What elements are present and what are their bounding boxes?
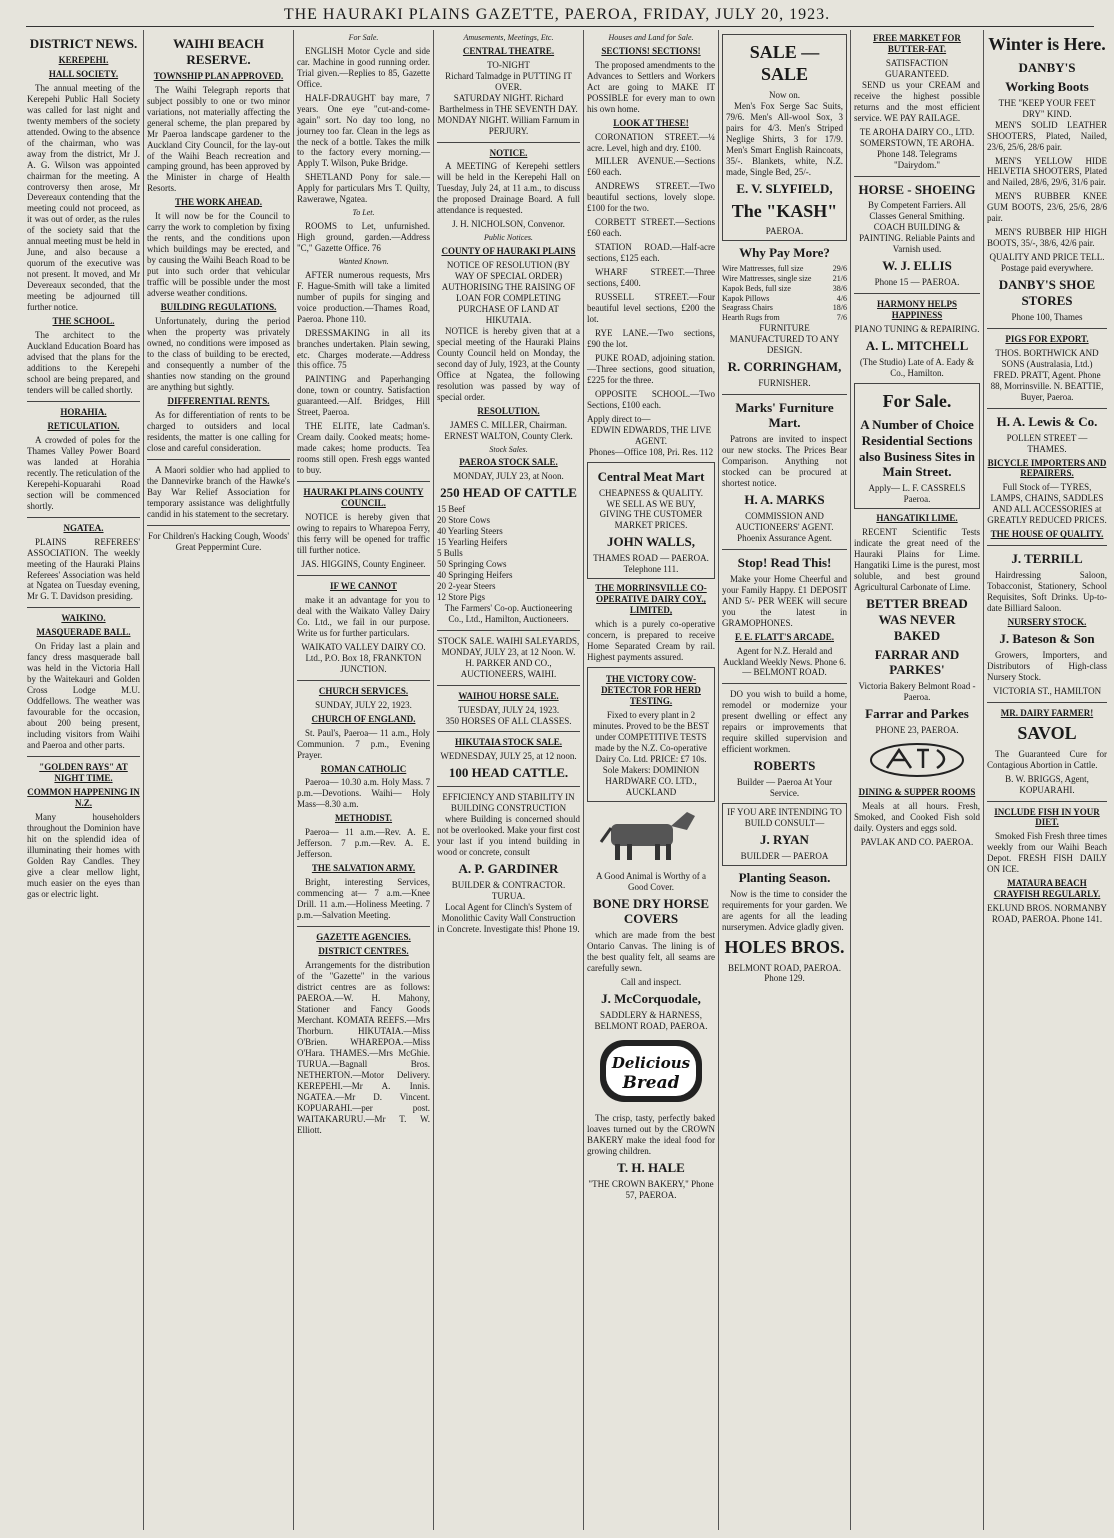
shoe-item: MEN'S RUBBER KNEE GUM BOOTS, 23/6, 25/6, 28/6 pair. (987, 191, 1107, 224)
dining-heading: DINING & SUPPER ROOMS (858, 787, 976, 797)
bread-ad-text: The crisp, tasty, perfectly baked loaves turned out by the CROWN BAKERY make the ideal food for growing children. (587, 1112, 715, 1156)
theatre-heading: CENTRAL THEATRE. (462, 45, 555, 56)
methodist-heading: METHODIST. (334, 813, 393, 824)
bread-illustration (587, 1036, 715, 1109)
fish-text: Smoked Fish Fresh three times weekly from our Waihi Beach Depot. FRESH FISH DAILY ON ICE. (987, 831, 1107, 875)
danby-name: DANBY'S (1018, 59, 1076, 75)
golden-text: Many householders throughout the Dominion have hit on the splendid idea of illuminating their homes with Golden Ray Candles. They give a clear mellow light, much easier on the eyes than gas or electric light. (27, 811, 140, 899)
eklund-name: EKLUND BROS. NORMANBY ROAD, PAEROA. Phone 141. (987, 903, 1107, 925)
notice-text: A MEETING of Kerepehi settlers will be held in the Kerepehi Hall on Tuesday, July 24, at 11 a.m., to discuss the proposed Drainage Board. A full attendance is requested. (437, 161, 580, 216)
masthead: THE HAURAKI PLAINS GAZETTE, PAEROA, FRIDAY, JULY 20, 1923. (283, 6, 831, 23)
planting-heading: Planting Season. (738, 869, 831, 885)
cattle-heading: 250 HEAD OF CATTLE (440, 485, 577, 501)
ad-elite: THE ELITE, late Cadman's. Cream daily. Cooked meats; home-made cakes; home products. Tea rooms still open. Fresh eggs wanted to buy. (297, 421, 430, 476)
council-text: NOTICE is hereby given that owing to repairs to Wharepoa Ferry, this ferry will be opened for traffic till further notice. (297, 512, 430, 555)
divider (437, 685, 580, 686)
divider (987, 408, 1107, 409)
section-item: STATION ROAD.—Half-acre sections, £125 each. (587, 242, 715, 264)
divider (987, 702, 1107, 703)
divider (27, 517, 140, 518)
forsale-heading: For Sale. (348, 33, 379, 42)
free-market-text: SEND us your CREAM and receive the highest possible returns and the most efficient service. WE PAY RAILAGE. (854, 79, 980, 123)
retic-heading: RETICULATION. (47, 420, 120, 431)
cattle-list (437, 504, 580, 603)
ad-dressmaking: DRESSMAKING in all its branches undertaken. Plain sewing, etc. Charges moderate.—Address this office. 75 (297, 327, 430, 371)
column-classifieds (294, 30, 434, 1530)
section-item: CORONATION STREET.—¼ acre. Level, high and dry. £100. (587, 131, 715, 153)
hall-text: The annual meeting of the Kerepehi Public Hall Society was called for last night and twenty members of the society attended. Owing to the absence of the chairman, who was away from the district, Mr J. A. G. Wilson was appointed chairman for the meeting. A controversy then arose, Mr Devereaux contending that the meeting could not proceed, as it was out of order, as the rules of the society said that the annual meeting must be held in June, and also because a quorum of the executive was not present. It moved, and Mr Devereaux seconded, that the meeting be adjourned till further notice. (27, 82, 140, 313)
amuse-heading: Amusements, Meetings, Etc. (463, 33, 554, 42)
divider (437, 630, 580, 631)
horse-heading: WAIHOU HORSE SALE. (458, 690, 559, 701)
lewis-sub: POLLEN STREET — THAMES. (1006, 432, 1088, 454)
tolet-heading: To Let. (352, 208, 375, 218)
aroha-dairy: TE AROHA DAIRY CO., LTD. SOMERSTOWN, TE AROHA. Phone 148. Telegrams "Dairydom." (859, 126, 975, 170)
kash-ad (722, 34, 847, 241)
dairy-farmer: MR. DAIRY FARMER! (1000, 707, 1094, 718)
public-heading: Public Notices. (484, 233, 533, 243)
divider (987, 801, 1107, 802)
horse-icon (591, 806, 711, 864)
price-value: 29/6 (832, 264, 847, 274)
salvation-heading: THE SALVATION ARMY. (311, 863, 416, 874)
gardiner-sub: BUILDER & CONTRACTOR. TURUA. (451, 879, 566, 901)
section-item: RYE LANE.—Two sections, £90 the lot. (587, 328, 715, 349)
horahia-heading: HORAHIA. (60, 406, 107, 417)
rc-text: Paeroa— 10.30 a.m. Holy Mass. 7 p.m.—Devotions. Waihi— Holy Mass—8.30 a.m. (297, 777, 430, 810)
sale-heading: SALE — SALE (749, 42, 820, 84)
divider (987, 328, 1107, 329)
kash-sub: PAEROA. (765, 226, 804, 237)
look-heading: LOOK AT THESE! (613, 117, 689, 128)
winter-heading: Winter is Here. (988, 34, 1106, 54)
divider (147, 525, 290, 526)
waihi-title: WAIHI BEACH RESERVE. (173, 36, 264, 67)
danby-phone: Phone 100, Thames (1011, 311, 1083, 322)
ad-pony: SHETLAND Pony for sale.— Apply for particulars Mrs T. Quilty, Rawerawe, Ngatea. (297, 172, 430, 205)
savol-name: SAVOL (1017, 722, 1077, 743)
work-heading: THE WORK AHEAD. (174, 197, 263, 208)
price-value: 21/6 (832, 274, 847, 284)
england-text: St. Paul's, Paeroa— 11 a.m., Holy Communion. 7 p.m., Evening Prayer. (297, 727, 430, 760)
county-heading: COUNTY OF HAURAKI PLAINS (441, 246, 576, 257)
cattle-item: 40 Springing Heifers (437, 569, 513, 580)
notice-heading: NOTICE. (489, 147, 528, 158)
show-2: SATURDAY NIGHT. Richard Barthelmess in THE SEVENTH DAY. (439, 92, 578, 114)
divider (987, 545, 1107, 546)
flatt-sub: Agent for N.Z. Herald and Auckland Weekly News. Phone 6. — BELMONT ROAD. (722, 645, 847, 678)
terrill-name: J. TERRILL (1011, 551, 1083, 567)
price-item: Wire Mattresses, full size (722, 264, 804, 274)
diff-heading: DIFFERENTIAL RENTS. (167, 395, 270, 406)
waikino-heading: WAIKINO. (61, 613, 106, 624)
price-list (722, 264, 847, 323)
victory-heading: THE VICTORY COW-DETECTOR FOR HERD TESTING. (601, 674, 701, 706)
section-item: PUKE ROAD, adjoining station.—Three sections, good situation, £225 for the three. (587, 352, 715, 385)
column-amusements (434, 30, 584, 1530)
cattle-item: 20 2-year Steers (437, 580, 496, 591)
farmers-co: The Farmers' Co-op. Auctioneering Co., Ltd., Hamilton, Auctioneers. (444, 602, 573, 624)
cassrels-apply: Apply— L. F. CASSRELS Paeroa. (868, 483, 966, 505)
hale-sub: "THE CROWN BAKERY," Phone 57, PAEROA. (588, 1178, 714, 1200)
ad-painting: PAINTING and Paperhanging done, town or country. Satisfaction guaranteed.—Alf. Bridges, Hill Street, Paeroa. (297, 374, 430, 418)
divider (297, 481, 430, 482)
section-item: CORBETT STREET.—Sections £60 each. (587, 217, 715, 239)
section-item: ANDREWS STREET.—Two beautiful sections, lovely slope. £100 for the two. (587, 181, 715, 214)
apply-label: Apply direct to— (587, 413, 651, 424)
shoe-item: MEN'S SOLID LEATHER SHOOTERS, Plated, Nailed, 23/6, 25/6, 28/6 pair. (987, 119, 1107, 152)
efficiency-heading: EFFICIENCY AND STABILITY IN BUILDING CONSTRUCTION (442, 792, 575, 814)
waihi-sub: TOWNSHIP PLAN APPROVED. (153, 70, 284, 81)
section-item: MILLER AVENUE.—Sections £60 each. (587, 156, 715, 178)
hamarks-name: H. A. MARKS (744, 492, 825, 508)
sections-heading: SECTIONS! SECTIONS! (601, 45, 701, 56)
ad-singing: AFTER numerous requests, Mrs F. Hague-Smith will take a limited number of pupils for singing and voice production.—Thames Road, Paeroa. Phone 110. (297, 269, 430, 324)
pratt-agent: FRED. PRATT, Agent. Phone 88, Morrinsville. N. BEATTIE, Buyer, Paeroa. (990, 369, 1104, 402)
kerepehi-heading: KEREPEHI. (58, 54, 109, 65)
waihi-text-3: Unfortunately, during the period when the property was privately owned, no conditions were imposed as to the class of building to be erected, and consequently a number of the shanties now standing on the ground are anything but sightly. (147, 316, 290, 392)
golden-heading: "GOLDEN RAYS" AT NIGHT TIME. (39, 762, 128, 784)
price-row (722, 313, 847, 323)
divider (854, 293, 980, 294)
dining-text: Meals at all hours. Fresh, Smoked, and Cooked Fish sold daily. Oysters and eggs sold. (854, 800, 980, 833)
salvation-text: Bright, interesting Services, commencing at— 7 a.m.—Knee Drill. 11 a.m.—Holiness Meeting. 7 p.m.—Salvation Meeting. (297, 877, 430, 921)
column-market (851, 30, 984, 1530)
wanted-heading: Wanted Known. (338, 256, 389, 266)
common-heading: COMMON HAPPENING IN N.Z. (27, 786, 140, 808)
column-sale (719, 30, 851, 1530)
price-row (722, 303, 847, 313)
agent-name: EDWIN EDWARDS, THE LIVE AGENT. (590, 424, 712, 446)
build-text: DO you wish to build a home, remodel or modernize your present dwelling or effect any repairs or improvements that require skilled supervision and efficient workmen. (722, 689, 847, 755)
price-row (722, 274, 847, 284)
ryan-heading: IF YOU ARE INTENDING TO BUILD CONSULT— (727, 807, 842, 829)
resolution-sig: JAMES C. MILLER, Chairman. ERNEST WALTON, County Clerk. (444, 419, 573, 441)
divider (437, 786, 580, 787)
price-item: Kapok Pillows (722, 293, 770, 303)
bone-heading: BONE DRY HORSE COVERS (592, 895, 710, 927)
price-row (722, 284, 847, 294)
farrar-name: FARRAR AND PARKES' (874, 646, 960, 678)
hikutaia-cattle: 100 HEAD CATTLE. (448, 765, 569, 781)
fish-heading: INCLUDE FISH IN YOUR DIET. (994, 806, 1100, 828)
waihi-text-1: The Waihi Telegraph reports that subject possibly to one or two minor variations, not materially affecting the general scheme, the plan prepared by Mr Paeroa landscape gardener to the Auckland City Council, for the lay-out of the Waihi Beach recreation and camping ground, has been approved by the Minister in charge of Health Resorts. (147, 84, 290, 194)
divider (27, 756, 140, 757)
call-label: Call and inspect. (620, 977, 682, 988)
school-heading: THE SCHOOL. (52, 316, 115, 327)
ngatea-text: PLAINS REFEREES' ASSOCIATION. The weekly meeting of the Hauraki Plains Referees' Association was held at Ngatea on Tuesday evening, Mr G. T. Davidson presiding. (27, 536, 140, 602)
horse-shoeing-heading: HORSE - SHOEING (858, 181, 976, 197)
resolution-title: NOTICE OF RESOLUTION (BY WAY OF SPECIAL ORDER) AUTHORISING THE RAISING OF LOAN FOR COMPLETING PURCHASE OF LAND AT HIKUTAIA. (441, 260, 576, 325)
bicycle-heading: BICYCLE IMPORTERS AND REPAIRERS. (987, 457, 1107, 479)
morrinsville-text: which is a purely co-operative concern, is prepared to receive Home Separated Cream by rail. Highest payments assured. (587, 619, 715, 663)
school-text: The architect to the Auckland Education Board has advised that the plans for the additions to the Kerepehi school are being prepared, and tenders will be called shortly. (27, 330, 140, 395)
council-heading: HAURAKI PLAINS COUNTY COUNCIL. (303, 487, 424, 509)
cattle-item: 5 Bulls (437, 547, 463, 558)
rc-heading: ROMAN CATHOLIC (320, 763, 407, 774)
divider (722, 683, 847, 684)
borthwick-name: THOS. BORTHWICK AND SONS (Australasia, Ltd.) (995, 347, 1099, 369)
ellis-name: W. J. ELLIS (882, 258, 952, 274)
ryan-sub: BUILDER — PAEROA (740, 850, 829, 861)
lime-heading: HANGATIKI LIME. (876, 513, 958, 524)
columns (24, 30, 1110, 1530)
piano-label: PIANO TUNING & REPAIRING. (854, 324, 980, 335)
paeroa-stock-date: MONDAY, JULY 23, at Noon. (453, 471, 564, 482)
farrar-name-2: Farrar and Parkes (865, 706, 969, 722)
district-heading: DISTRICT CENTRES. (318, 946, 409, 957)
price-item: Hearth Rugs from (722, 313, 780, 323)
ad-rooms: ROOMS to Let, unfurnished. High ground, garden.—Address "C," Gazette Office. 76 (297, 221, 430, 253)
hale-name: T. H. HALE (617, 1159, 685, 1175)
sale-text: Men's Fox Serge Sac Suits, 79/6. Men's All-wool Sox, 3 pairs for 4/3. Men's Striped Neglige Shirts, 3 for 17/9. Men's Smart English Raincoats, 35/-. Blankets, white, N.Z. made, Single Bed, 25/-. (726, 100, 843, 177)
roberts-name: ROBERTS (753, 758, 816, 774)
stock-heading: Stock Sales. (489, 444, 528, 454)
price-item: Kapok Beds, full size (722, 283, 791, 293)
why-heading: Why Pay More? (739, 245, 830, 261)
sections-text: The proposed amendments to the Advances to Settlers and Workers Act are going to MAKE IT POSSIBLE for every man to own his own home. (587, 59, 715, 114)
marks-heading: Marks' Furniture Mart. (735, 399, 834, 431)
shoe-item: MEN'S RUBBER HIP HIGH BOOTS, 35/-, 38/6, 42/6 pair. (987, 227, 1107, 249)
price-row (722, 264, 847, 274)
satisfaction-label: SATISFACTION GUARANTEED. (885, 57, 949, 79)
victory-ad (587, 667, 715, 802)
price-value: 7/6 (836, 313, 847, 323)
waihi-text-2: It will now be for the Council to carry the work to completion by fixing the rents, and the conditions upon which buildings may be erected, and by causing the Waihi Beach Road to be put into such order that vehicular traffic will be possible under the most adverse weather conditions. (147, 211, 290, 299)
victory-text: Fixed to every plant in 2 minutes. Proved to be the BEST under COMPETITIVE TESTS made by the N.Z. Co-operative Dairy Co. Ltd. PRICE: £7 10s. (593, 709, 709, 764)
divider (147, 459, 290, 460)
tyres-text: Full Stock of— TYRES, LAMPS, CHAINS, SADDLES AND ALL ACCESSORIES at GREATLY REDUCED PRICES. (987, 482, 1107, 526)
column-district-news (24, 30, 144, 1530)
lime-text: RECENT Scientific Tests indicate the great need of the Hauraki Plains for Lime. Hangatiki Lime is the purest, most soluble, and best ground Agricultural Carbonate of Lime. (854, 527, 980, 592)
mitchell-name: A. L. MITCHELL (865, 338, 969, 354)
divider (27, 401, 140, 402)
efficiency-text: where Building is concerned should not be overlooked. Make your first cost your last if you intend building in wood or concrete, consult (437, 814, 580, 858)
meat-mart-ad (587, 462, 715, 580)
victory-agent: Sole Makers: DOMINION HARDWARE CO. LTD., AUCKLAND (602, 764, 700, 797)
price-value: 18/6 (832, 303, 847, 313)
houses-heading: Houses and Land for Sale. (608, 33, 694, 42)
bateson-text: Growers, Importers, and Distributors of High-class Nursery Stock. (987, 649, 1107, 682)
council-sig: JAS. HIGGINS, County Engineer. (301, 558, 426, 569)
district-news-title: DISTRICT NEWS. (29, 36, 138, 51)
victoria-bakery: Victoria Bakery Belmont Road - Paeroa. (858, 681, 976, 703)
harmony-heading: HARMONY HELPS HAPPINESS (877, 299, 957, 321)
walls-sub: THAMES ROAD — PAEROA. Telephone 111. (593, 553, 709, 575)
cannot-heading: IF WE CANNOT (329, 580, 397, 591)
divider (27, 607, 140, 608)
cattle-item: 20 Store Cows (437, 515, 491, 526)
church-date: SUNDAY, JULY 22, 1923. (315, 699, 412, 710)
ngatea-heading: NGATEA. (63, 522, 104, 533)
agencies-text: Arrangements for the distribution of the "Gazette" in the various district centres are as follows: PAEROA.—W. H. Mahony, Stationer and Fancy Goods Merchant. KOMATA REEFS.—Mrs Thorburn. HIKUTAIA.—Miss O'Brien. WHAREPOA.—Miss O'Hara. THAMES.—Mrs McGhie. TURUA.—Bagnall Bros. NETHERTON.—Motor Delivery. KEREPEHI.—Mr A. Innis. NGATEA.—Mr D. Vincent. KOPUARAHI.—per post. WAITAKARURU.—Mr T. W. Elliott. (297, 960, 430, 1135)
flatt-heading: F. E. FLATT'S ARCADE. (734, 631, 835, 642)
divider (437, 731, 580, 732)
england-heading: CHURCH OF ENGLAND. (311, 713, 416, 724)
pigs-heading: PIGS FOR EXPORT. (1005, 333, 1089, 344)
building-heading: BUILDING REGULATIONS. (160, 302, 277, 313)
lewis-name: H. A. Lewis & Co. (996, 413, 1098, 429)
horse-date: TUESDAY, JULY 24, 1923. (457, 704, 560, 715)
cattle-item: 40 Yearling Steers (437, 525, 503, 536)
holes-name: HOLES BROS. (724, 936, 845, 957)
mitchell-sub: (The Studio) Late of A. Eady & Co., Hamilton. (859, 356, 975, 378)
dairy-co: WAIKATO VALLEY DAIRY CO. Ltd., P.O. Box 18, FRANKTON JUNCTION. (301, 641, 426, 674)
ad-mare: HALF-DRAUGHT bay mare, 7 years. One eye "cut-and-come-again" sort. No day too long, no journey too far. Clean in the legs as the neck of a bottle. Takes the milk to the factory every morning.—Apply T. Wilson, Puke Bridge. (297, 92, 430, 169)
paeroa-stock-heading: PAEROA STOCK SALE. (459, 457, 558, 468)
victoria-st: VICTORIA ST., HAMILTON (992, 685, 1102, 696)
marks-text: Patrons are invited to inspect our new stocks. The Prices Bear Comparison. Anything not stocked can be procured at shortest notice. (722, 434, 847, 489)
ryan-ad (722, 803, 847, 866)
sections-text: A Number of Choice Residential Sections also Business Sites in Main Street. (859, 416, 975, 480)
nursery-heading: NURSERY STOCK. (1007, 617, 1087, 628)
divider (297, 926, 430, 927)
cattle-item: 15 Beef (437, 504, 466, 515)
hikutaia-date: WEDNESDAY, JULY 25, at 12 noon. (440, 751, 577, 762)
meat-sub: CHEAPNESS & QUALITY. WE SELL AS WE BUY, GIVING THE CUSTOMER MARKET PRICES. (598, 487, 704, 531)
price-item: Wire Mattresses, single size (722, 274, 812, 284)
resolution-heading: RESOLUTION. (477, 405, 540, 416)
horse-illustration (587, 806, 715, 867)
bone-text: which are made from the best Ontario Canvas. The lining is of the best quality felt, all seams are carefully sewn. (587, 930, 715, 974)
slyfield-name: E. V. SLYFIELD, (736, 180, 833, 196)
horse-head: 350 HORSES OF ALL CLASSES. (445, 715, 572, 726)
cattle-item: 12 Store Pigs (437, 591, 486, 602)
column-houses-land (584, 30, 719, 1530)
bateson-name: J. Bateson & Son (999, 630, 1095, 646)
gardiner-name: A. P. GARDINER (458, 861, 559, 877)
tonight-label: TO-NIGHT (487, 59, 530, 70)
hikutaia-heading: HIKUTAIA STOCK SALE. (455, 737, 562, 748)
free-market-heading: FREE MARKET FOR BUTTER-FAT. (873, 33, 961, 54)
show-3: MONDAY NIGHT. William Farnum in PERJURY. (437, 114, 580, 136)
hall-heading: HALL SOCIETY. (48, 68, 119, 79)
savol-text: The Guaranteed Cure for Contagious Abortion in Cattle. (987, 748, 1107, 770)
section-item: RUSSELL STREET.—Four beautiful level sections, £200 the lot. (587, 292, 715, 325)
delicious-text: Delicious (611, 1053, 691, 1072)
agent-phone: Phones—Office 108, Pri. Res. 112 (588, 446, 714, 457)
hamarks-sub: COMMISSION AND AUCTIONEERS' AGENT. Phoenix Assurance Agent. (735, 510, 834, 543)
ad-motorcycle: ENGLISH Motor Cycle and side car. Machine in good running order. Trial given.—Replies to 85, Gazette Office. (297, 45, 430, 89)
waihi-text-4: As for differentiation of rents to be charged to outsiders and local residents, the matter is one calling for close and careful consideration. (147, 409, 290, 453)
pavlak-name: PAVLAK AND CO. PAEROA. (860, 836, 974, 847)
agencies-heading: GAZETTE AGENCIES. (316, 932, 411, 943)
for-sale-heading: For Sale. (882, 390, 952, 411)
column-boots (984, 30, 1110, 1530)
keep-dry: THE "KEEP YOUR FEET DRY" KIND. (998, 97, 1096, 119)
divider (297, 575, 430, 576)
cattle-item: 15 Yearling Heifers (437, 536, 508, 547)
better-bread: BETTER BREAD WAS NEVER BAKED (866, 595, 968, 643)
section-item: OPPOSITE SCHOOL.—Two Sections, £100 each. (587, 388, 715, 410)
corringham-sub: FURNISHER. (758, 377, 811, 388)
mccorquodale-name: J. McCorquodale, (601, 991, 701, 1007)
bread-loaf-icon (596, 1036, 706, 1106)
horse-shoeing-sub: By Competent Farriers. All Classes General Smithing. COACH BUILDING & PAINTING. Reliable Paints and Varnish used. (859, 200, 975, 255)
resolution-text: NOTICE is hereby given that at a special meeting of the Hauraki Plains County Council held on Monday, the second day of July, 1923, at the County Office at Ngatea, the following resolution was passed by way of special order. (437, 325, 580, 402)
boots-heading: Working Boots (1005, 78, 1089, 94)
mataura-heading: MATAURA BEACH CRAYFISH REGULARLY. (993, 878, 1101, 900)
animal-heading: A Good Animal is Worthy of a Good Cover. (595, 870, 707, 892)
ryan-name: J. RYAN (760, 831, 809, 847)
pavlak-logo (854, 740, 980, 783)
cannot-text: make it an advantage for you to deal with the Waikato Valley Dairy Co. Ltd., we fail in our purpose. Write us for further particulars. (297, 594, 430, 638)
farrar-phone: PHONE 23, PAEROA. (875, 725, 959, 736)
divider (297, 680, 430, 681)
maori-soldier-text: A Maori soldier who had applied to the Dannevirke branch of the Hawke's Bay War Relief Association for temporary assistance was delightfully candid in his statement to the secretary. (147, 464, 290, 519)
section-item: WHARF STREET.—Three sections, £400. (587, 267, 715, 289)
now-on: Now on. (769, 89, 800, 100)
divider (722, 394, 847, 395)
briggs-agent: B. W. BRIGGS, Agent, KOPUARAHI. (1005, 773, 1089, 795)
house-quality: THE HOUSE OF QUALITY. (990, 529, 1104, 540)
church-heading: CHURCH SERVICES. (318, 685, 409, 696)
shoe-item: MEN'S YELLOW HIDE HELVETIA SHOOTERS, Plated and Nailed, 28/6, 29/6, 31/6 pair. (987, 155, 1107, 188)
pavlak-monogram-icon (867, 740, 967, 780)
gardiner-footer: Local Agent for Clinch's System of Monolithic Cavity Wall Construction in Concrete. Investigate this! Phone 19. (437, 901, 580, 934)
show-1: Richard Talmadge in PUTTING IT OVER. (445, 70, 572, 92)
walls-name: JOHN WALLS, (607, 534, 695, 550)
roberts-sub: Builder — Paeroa At Your Service. (736, 777, 833, 799)
planting-text: Now is the time to consider the requirements for your garden. We are agents for all the leading nurserymen. Advice gladly given. (722, 888, 847, 932)
divider (722, 549, 847, 550)
methodist-text: Paeroa— 11 a.m.—Rev. A. E. Jefferson. 7 p.m.—Rev. A. E. Jefferson. (297, 827, 430, 860)
waihi-sale: STOCK SALE. WAIHI SALEYARDS, MONDAY, JULY 23, at 12 Noon. W. H. PARKER AND CO., AUCTIONEERS, WAIHI. (437, 635, 580, 679)
ellis-sub: Phone 15 — PAEROA. (874, 277, 960, 288)
corringham-name: R. CORRINGHAM, (727, 358, 842, 374)
price-row (722, 294, 847, 304)
morrinsville-heading: THE MORRINSVILLE CO-OPERATIVE DAIRY COY., LIMITED, (595, 583, 707, 616)
bread-text: Bread (622, 1072, 680, 1093)
cough-ad: For Children's Hacking Cough, Woods' Great Peppermint Cure. (147, 530, 290, 552)
divider (854, 176, 980, 177)
meat-title: Central Meat Mart (597, 468, 705, 484)
mccorquodale-sub: SADDLERY & HARNESS, BELMONT ROAD, PAEROA. (594, 1009, 708, 1031)
holes-sub: BELMONT ROAD, PAEROA. Phone 129. (727, 962, 841, 984)
masthead-rule (26, 26, 1094, 27)
price-item: Seagrass Chairs (722, 303, 773, 313)
divider (437, 142, 580, 143)
quality-note: QUALITY AND PRICE TELL. Postage paid everywhere. (989, 252, 1105, 274)
furniture-note: FURNITURE MANUFACTURED TO ANY DESIGN. (729, 322, 840, 355)
for-sale-ad (854, 383, 980, 509)
stop-heading: Stop! Read This! (737, 554, 832, 570)
masq-text: On Friday last a plain and fancy dress masquerade ball was held in the Victoria Hall by the Waitekauri and Golden Cross Lodge M.U. Oddfellows. The weather was favourable for the occasion, about 200 being present, including visitors from Waihi and Paeroa and other parts. (27, 641, 140, 751)
kash-name: The "KASH" (731, 200, 838, 221)
column-waihi-beach (144, 30, 294, 1530)
notice-sig: J. H. NICHOLSON, Convenor. (452, 219, 565, 230)
terrill-text: Hairdressing Saloon, Tobacconist, Stationery, School Requisites, Soft Drinks. Up-to-date Billiard Saloon. (987, 570, 1107, 614)
price-value: 4/6 (836, 293, 847, 303)
retic-text: A crowded of poles for the Thames Valley Power Board was landed at Horahia recently. The reticulation of the Kerepehi-Kopuarahi Road section will be commenced shortly. (27, 434, 140, 511)
danby-stores: DANBY'S SHOE STORES (998, 277, 1096, 309)
price-value: 38/6 (832, 283, 847, 293)
masq-heading: MASQUERADE BALL. (36, 627, 131, 638)
cattle-item: 50 Springing Cows (437, 558, 507, 569)
stop-text: Make your Home Cheerful and your Family Happy. £1 DEPOSIT AND 5/- PER WEEK will secure you the latest in GRAMOPHONES. (722, 573, 847, 628)
